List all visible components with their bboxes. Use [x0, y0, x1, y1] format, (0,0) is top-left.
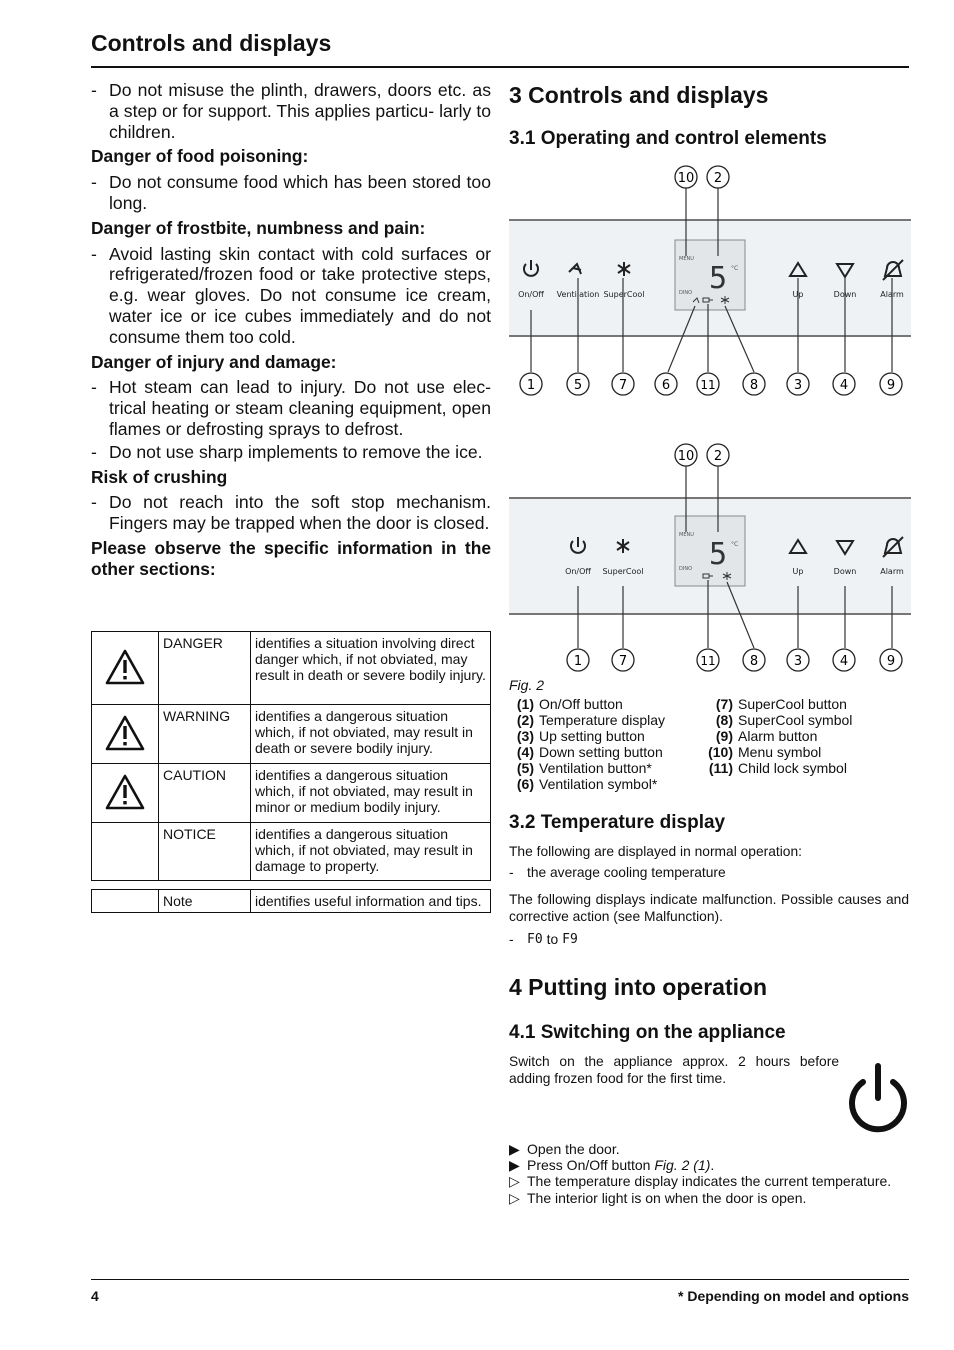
bullet-dash: -	[91, 172, 97, 193]
callout-5	[567, 373, 589, 395]
legend-number: (5)	[516, 760, 534, 776]
callout-6	[655, 373, 677, 395]
unit-label: °C	[731, 265, 739, 272]
legend-number: (4)	[516, 744, 534, 760]
signal-description: identifies a dangerous situation which, if not obviated, may result in damage to property.	[251, 823, 491, 881]
legend-number: (7)	[715, 696, 733, 712]
section-3-title: 3 Controls and displays	[509, 82, 769, 108]
left-column	[91, 80, 491, 585]
callout-number: 2	[713, 449, 723, 464]
table-row	[92, 764, 491, 823]
callout-4	[833, 649, 855, 671]
legend-number: (6)	[516, 776, 534, 792]
unit-label: °C	[731, 541, 739, 548]
legend-text: Down setting button	[539, 744, 663, 760]
legend-text: Ventilation button*	[539, 760, 652, 776]
empty-icon-cell	[92, 823, 159, 881]
callout-number: 8	[749, 654, 759, 669]
step-marker-icon: ▶	[509, 1157, 520, 1174]
callout-number: 2	[713, 171, 723, 186]
list-item	[509, 1157, 909, 1173]
list-item	[91, 172, 491, 214]
signal-description: identifies useful information and tips.	[251, 890, 491, 913]
legend-text: On/Off button	[539, 696, 623, 712]
section-heading: Please observe the specific information in the other sections:	[91, 537, 491, 579]
up-label: Up	[792, 567, 804, 576]
alarm-label: Alarm	[880, 567, 904, 576]
callout-1	[520, 373, 542, 395]
callout-1	[567, 649, 589, 671]
error-code: F9	[562, 932, 578, 947]
result-marker-icon: ▷	[509, 1189, 520, 1206]
signal-label: Note	[159, 890, 251, 913]
step-text: Open the door.	[527, 1141, 620, 1157]
bullet-dash: -	[91, 243, 97, 264]
safety-text: Do not misuse the plinth, drawers, doors etc. as a step or for support. This applies particu- larly to children.	[109, 80, 491, 142]
list-item	[509, 932, 909, 949]
legend-text: SuperCool button	[738, 696, 847, 712]
signal-label: CAUTION	[159, 764, 251, 823]
legend-text: Child lock symbol	[738, 760, 847, 776]
list-item	[509, 865, 909, 882]
callout-number: 6	[661, 378, 671, 393]
alarm-label: Alarm	[880, 290, 904, 299]
legend-item	[706, 728, 852, 744]
signal-label: NOTICE	[159, 823, 251, 881]
menu-symbol: MENU	[679, 256, 694, 262]
figure-caption: Fig. 2	[509, 677, 545, 693]
result-marker-icon: ▷	[509, 1173, 520, 1190]
callout-10	[675, 166, 697, 188]
list-item	[91, 492, 491, 534]
up-label: Up	[792, 290, 804, 299]
section-4-1-title: 4.1 Switching on the appliance	[509, 1022, 786, 1043]
legend-number: (8)	[715, 712, 733, 728]
legend-item	[706, 712, 852, 728]
section-3-2-title: 3.2 Temperature display	[509, 812, 726, 833]
callout-number: 11	[700, 654, 716, 668]
legend-text: Temperature display	[539, 712, 666, 728]
supercool-label: SuperCool	[603, 290, 645, 299]
legend-number: (10)	[708, 744, 733, 760]
legend-item	[509, 760, 665, 776]
callout-11	[697, 649, 719, 671]
header-rule	[91, 66, 909, 68]
dino-label: DINO	[679, 290, 693, 296]
signal-label: DANGER	[159, 632, 251, 705]
callout-2	[707, 166, 729, 188]
empty-icon-cell	[92, 890, 159, 913]
legend-text: Up setting button	[539, 728, 645, 744]
warning-triangle-icon	[92, 705, 159, 764]
callout-number: 3	[793, 654, 803, 669]
legend-number: (1)	[516, 696, 534, 712]
bullet-dash: -	[509, 865, 514, 880]
bullet-dash: -	[91, 441, 97, 462]
menu-symbol: MENU	[679, 532, 694, 538]
safety-text: Avoid lasting skin contact with cold surfaces or refrigerated/frozen food or take protective steps, e.g. wear gloves. Do not consume ice cream, water ice or ice cubes immediately and do not consume them too cold.	[109, 243, 491, 347]
callout-number: 9	[886, 654, 896, 669]
callout-number: 5	[573, 378, 583, 393]
legend-item	[509, 712, 665, 728]
safety-text: Do not reach into the soft stop mechanism. Fingers may be trapped when the door is closed.	[109, 492, 491, 534]
callout-11	[697, 373, 719, 395]
page-title: Controls and displays	[91, 30, 332, 56]
supercool-label: SuperCool	[602, 567, 644, 576]
callout-number: 9	[886, 378, 896, 393]
signal-description: identifies a dangerous situation which, if not obviated, may result in minor or medium bodily injury.	[251, 764, 491, 823]
signal-word-table	[91, 631, 491, 881]
legend-item	[706, 744, 852, 760]
bullet-dash: -	[91, 492, 97, 513]
callout-number: 3	[793, 378, 803, 393]
callout-3	[787, 373, 809, 395]
signal-description: identifies a situation involving direct danger which, if not obviated, may result in death or severe bodily injury.	[251, 632, 491, 705]
section-heading: Danger of injury and damage:	[91, 351, 337, 372]
legend-item	[509, 776, 665, 792]
callout-number: 10	[677, 171, 695, 186]
safety-text: Hot steam can lead to injury. Do not use elec- trical heating or steam cleaning equipment, open flames or defrosting sprays to defrost.	[109, 377, 491, 439]
safety-text: Do not consume food which has been stored too long.	[109, 172, 491, 213]
list-item	[509, 1190, 909, 1206]
down-label: Down	[833, 290, 857, 299]
step-marker-icon: ▶	[509, 1141, 520, 1157]
list-item	[91, 442, 491, 463]
list-item	[91, 244, 491, 348]
control-panel-figure-1	[509, 160, 911, 400]
table-row	[92, 632, 491, 705]
step-list	[509, 1141, 909, 1206]
legend-item	[706, 696, 852, 712]
warning-triangle-icon	[92, 764, 159, 823]
legend-number: (9)	[715, 728, 733, 744]
table-row	[92, 705, 491, 764]
note-table	[91, 889, 491, 913]
legend-number: (11)	[708, 760, 733, 776]
page-number: 4	[91, 1288, 99, 1304]
paragraph: to	[546, 932, 559, 947]
paragraph: The following are displayed in normal operation:	[509, 844, 802, 859]
paragraph: the average cooling temperature	[527, 865, 726, 880]
dino-label: DINO	[679, 566, 693, 572]
legend-number: (2)	[516, 712, 534, 728]
bullet-dash: -	[91, 80, 97, 100]
footer-rule	[91, 1279, 909, 1280]
safety-text: Do not use sharp implements to remove the ice.	[109, 441, 483, 462]
callout-number: 1	[526, 378, 536, 393]
legend-text: Menu symbol	[738, 744, 822, 760]
step-text: Press On/Off button	[527, 1157, 655, 1174]
callout-number: 8	[749, 378, 759, 393]
callout-9	[880, 373, 902, 395]
legend-number: (3)	[516, 728, 534, 744]
callout-10	[675, 444, 697, 466]
list-item	[91, 80, 491, 142]
table-row	[92, 823, 491, 881]
section-heading: Danger of food poisoning:	[91, 146, 309, 167]
step-text: The interior light is on when the door is open.	[527, 1189, 807, 1206]
callout-8	[743, 649, 765, 671]
warning-triangle-icon	[92, 632, 159, 705]
legend-item	[706, 760, 852, 776]
callout-7	[612, 373, 634, 395]
section-4-title: 4 Putting into operation	[509, 974, 768, 1000]
error-code: F0	[527, 932, 543, 947]
paragraph: The following displays indicate malfunction. Possible causes and corrective action (see Malfunction).	[509, 892, 909, 924]
section-3-1-title: 3.1 Operating and control elements	[509, 128, 827, 149]
step-text: The temperature display indicates the current temperature.	[527, 1173, 892, 1190]
list-item	[509, 1141, 909, 1157]
bullet-dash: -	[509, 932, 514, 947]
callout-8	[743, 373, 765, 395]
list-item	[91, 377, 491, 439]
figure-legend-right	[706, 696, 852, 776]
signal-label: WARNING	[159, 705, 251, 764]
section-heading: Danger of frostbite, numbness and pain:	[91, 217, 426, 238]
callout-number: 1	[573, 654, 583, 669]
temperature-digit: 5	[709, 537, 728, 572]
legend-text: Alarm button	[738, 728, 818, 744]
callout-number: 10	[677, 449, 695, 464]
power-icon	[845, 1062, 911, 1134]
onoff-label: On/Off	[518, 290, 544, 299]
callout-number: 4	[839, 378, 849, 393]
control-panel-figure-2	[509, 440, 911, 674]
callout-number: 7	[618, 378, 628, 393]
ventilation-label: Ventilation	[556, 290, 600, 299]
legend-item	[509, 744, 665, 760]
table-row	[92, 890, 491, 913]
section-heading: Risk of crushing	[91, 466, 228, 487]
legend-item	[509, 728, 665, 744]
legend-item	[509, 696, 665, 712]
figure-reference: Fig. 2 (1)	[654, 1157, 711, 1174]
temperature-digit: 5	[709, 261, 728, 296]
figure-legend-left	[509, 696, 665, 792]
down-label: Down	[833, 567, 857, 576]
callout-number: 11	[700, 378, 716, 392]
callout-9	[880, 649, 902, 671]
signal-description: identifies a dangerous situation which, if not obviated, may result in death or severe bodily injury.	[251, 705, 491, 764]
paragraph: Switch on the appliance approx. 2 hours before adding frozen food for the first time.	[509, 1054, 839, 1086]
list-item	[509, 1173, 909, 1189]
legend-text: SuperCool symbol	[738, 712, 853, 728]
footnote: * Depending on model and options	[678, 1288, 909, 1304]
onoff-label: On/Off	[565, 567, 591, 576]
callout-number: 7	[618, 654, 628, 669]
legend-text: Ventilation symbol*	[539, 776, 658, 792]
callout-3	[787, 649, 809, 671]
callout-7	[612, 649, 634, 671]
bullet-dash: -	[91, 377, 97, 398]
callout-number: 4	[839, 654, 849, 669]
callout-2	[707, 444, 729, 466]
step-text: .	[710, 1157, 715, 1174]
callout-4	[833, 373, 855, 395]
